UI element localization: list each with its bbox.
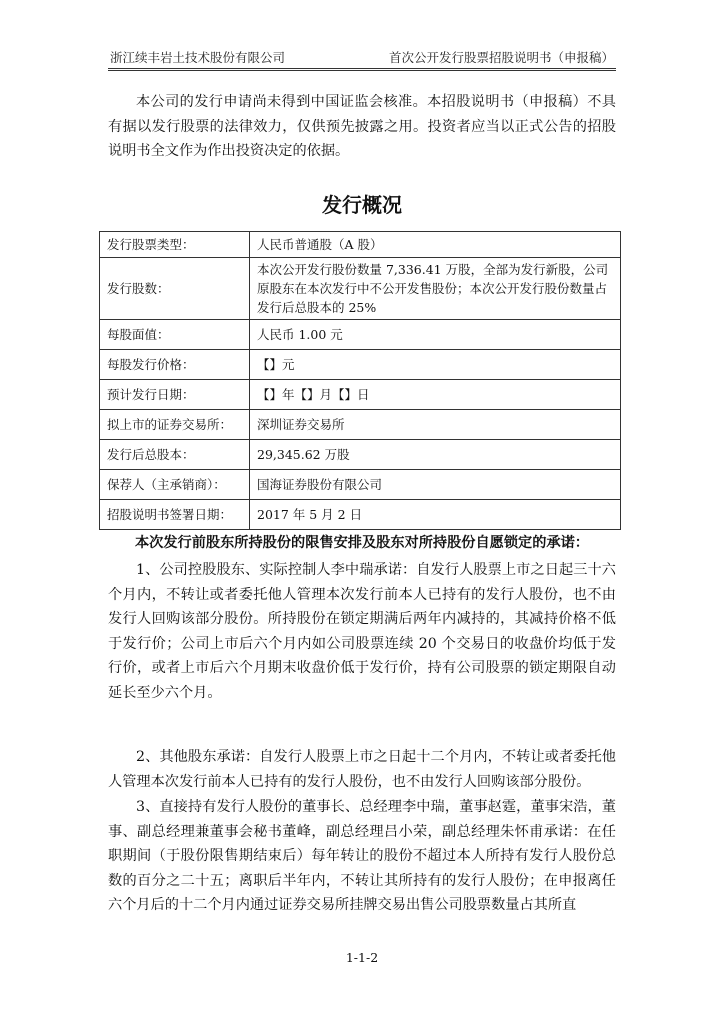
- commitment-paragraph: 1、公司控股股东、实际控制人李中瑞承诺：自发行人股票上市之日起三十六个月内，不转让或者委托他人管理本次发行前本人已持有的发行人股份，也不由发行人回购该部分股份。所持股份在锁定期满后两年内减持的，其减持价格不低于发行价；公司上市后六个月内如公司股票连续 20 个交易日的收盘价均低于发行价，或者上市后六个月期末收盘价低于发行价，持有公司股票的锁定期限自动延长至少六个月。: [108, 562, 616, 701]
- table-row: [100, 380, 621, 410]
- commitment-paragraph: 2、其他股东承诺：自发行人股票上市之日起十二个月内，不转让或者委托他人管理本次发行前本人已持有的发行人股份，也不由发行人回购该部分股份。: [108, 749, 616, 790]
- intro-disclaimer: 本公司的发行申请尚未得到中国证监会核准。本招股说明书（申报稿）不具有据以发行股票的法律效力，仅供预先披露之用。投资者应当以正式公告的招股说明书全文作为作出投资决定的依据。: [108, 94, 616, 159]
- row-label: 发行后总股本：: [100, 440, 250, 470]
- table-row: [100, 258, 621, 320]
- header-document-title: 首次公开发行股票招股说明书（申报稿）: [388, 50, 614, 65]
- row-label: 每股面值：: [100, 320, 250, 350]
- table-row: [100, 350, 621, 380]
- header-company-name: 浙江续丰岩土技术股份有限公司: [110, 50, 286, 65]
- row-label: 保荐人（主承销商）：: [100, 470, 250, 500]
- row-value: 2017 年 5 月 2 日: [250, 500, 621, 530]
- row-value: 本次公开发行股份数量 7,336.41 万股，全部为发行新股，公司原股东在本次发行中不公开发售股份；本次公开发行股份数量占发行后总股本的 25%: [250, 258, 621, 320]
- row-label: 拟上市的证券交易所：: [100, 410, 250, 440]
- row-value: 人民币 1.00 元: [250, 320, 621, 350]
- page-header: [110, 48, 614, 68]
- row-value: 【】元: [250, 350, 621, 380]
- row-label: 预计发行日期：: [100, 380, 250, 410]
- page-title: 发行概况: [322, 193, 402, 217]
- row-value: 国海证券股份有限公司: [250, 470, 621, 500]
- row-value: 深圳证券交易所: [250, 410, 621, 440]
- row-label: 每股发行价格：: [100, 350, 250, 380]
- table-row: [100, 232, 621, 258]
- page-number: 1-1-2: [345, 950, 379, 965]
- table-row: [100, 320, 621, 350]
- offering-overview-table: [99, 231, 621, 530]
- table-row: [100, 500, 621, 530]
- row-value: 29,345.62 万股: [250, 440, 621, 470]
- row-label: 发行股票类型：: [100, 232, 250, 258]
- commitment-paragraph: 3、直接持有发行人股份的董事长、总经理李中瑞，董事赵霆，董事宋浩，董事、副总经理兼董事会秘书董峰，副总经理吕小荣，副总经理朱怀甫承诺：在任职期间（于股份限售期结束后）每年转让的股份不超过本人所持有发行人股份总数的百分之二十五；离职后半年内，不转让其所持有的发行人股份；在申报离任六个月后的十二个月内通过证券交易所挂牌交易出售公司股票数量占其所直: [108, 799, 616, 913]
- table-row: [100, 410, 621, 440]
- row-label: 招股说明书签署日期：: [100, 500, 250, 530]
- header-divider: [108, 68, 616, 71]
- table-row: [100, 440, 621, 470]
- table-row: [100, 470, 621, 500]
- row-value: 【】年【】月【】日: [250, 380, 621, 410]
- lockup-commitment-heading: 本次发行前股东所持股份的限售安排及股东对所持股份自愿锁定的承诺：: [134, 535, 589, 551]
- row-value: 人民币普通股（A 股）: [250, 232, 621, 258]
- row-label: 发行股数：: [100, 258, 250, 320]
